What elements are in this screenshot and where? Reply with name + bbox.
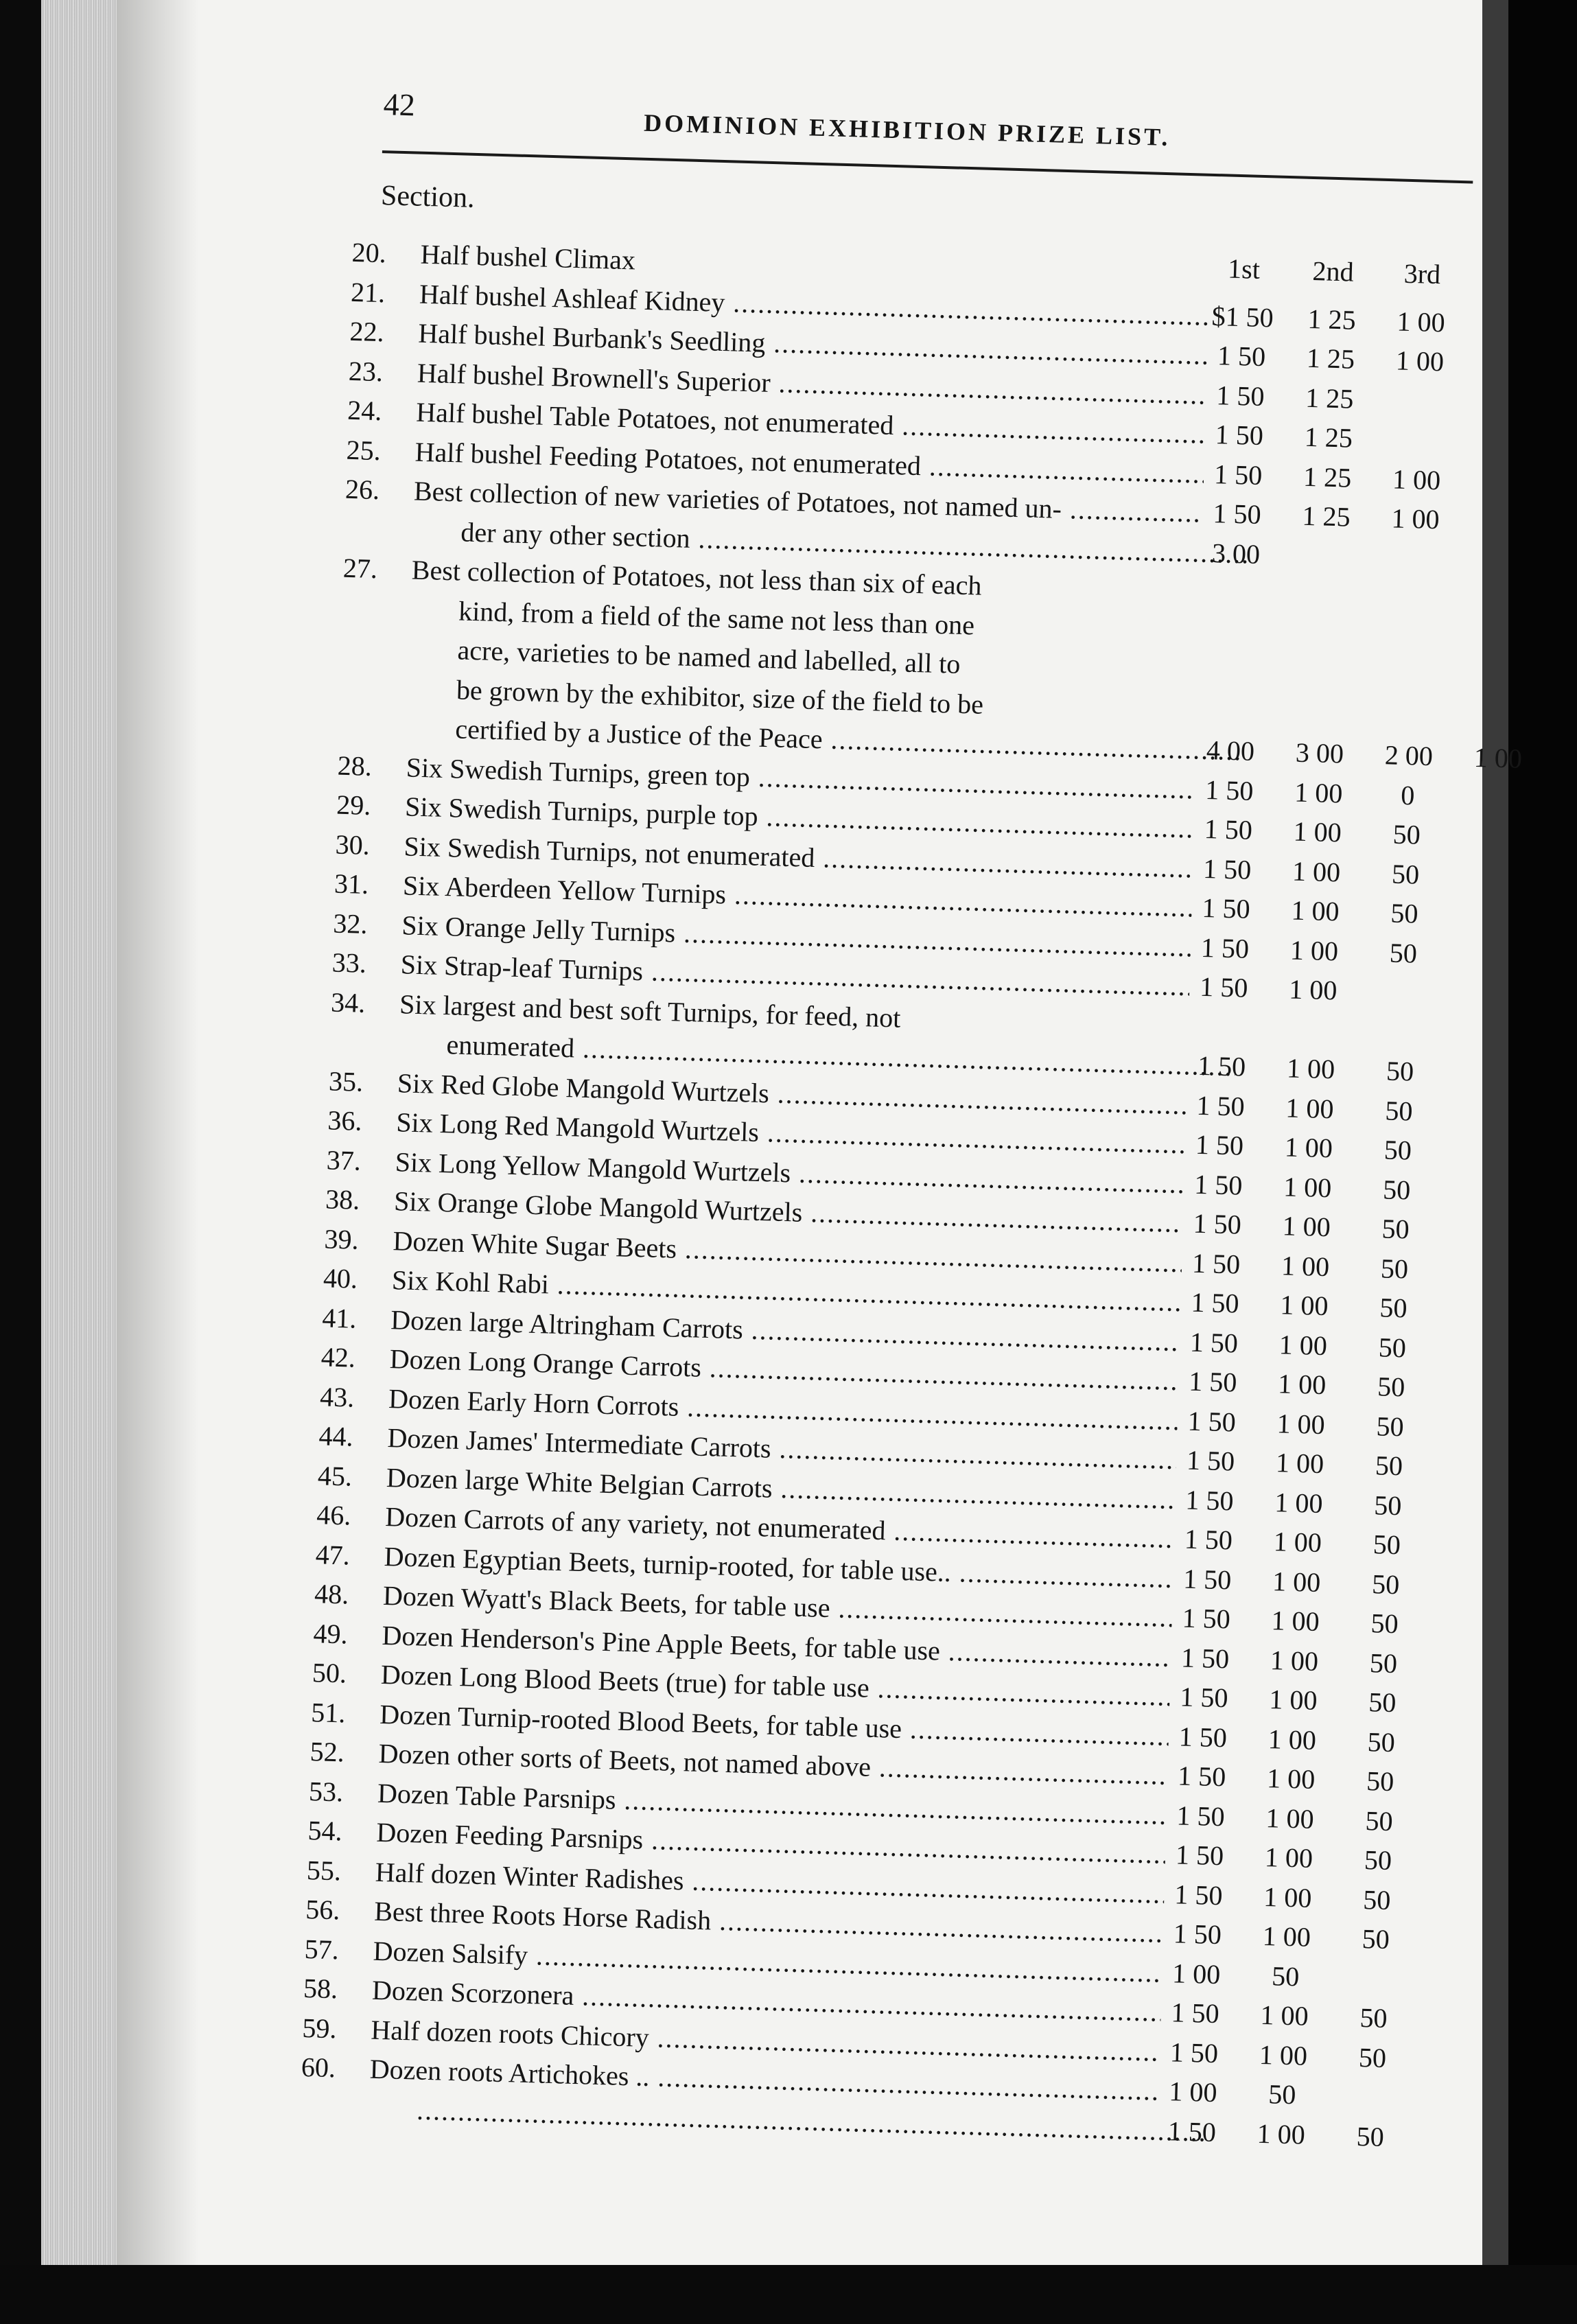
prize-amount-1: 1 50 <box>1173 1878 1224 1911</box>
prize-amount-3: 50 <box>1380 1252 1409 1284</box>
prize-amount-3: 50 <box>1359 2001 1388 2034</box>
column-header-first: 1st <box>1227 253 1261 285</box>
prize-amount-2: 1 00 <box>1275 1447 1324 1480</box>
section-number: 48. <box>314 1578 349 1610</box>
section-number: 46. <box>316 1499 352 1531</box>
section-number: 59. <box>301 2012 338 2044</box>
prize-amount-1: 1 50 <box>1191 1247 1241 1280</box>
section-number: 38. <box>325 1183 360 1216</box>
entry-description: Half dozen Winter Radishes ..... <box>375 1852 1165 1913</box>
prize-amount-1: 1 50 <box>1169 2036 1219 2069</box>
prize-amount-3: 50 <box>1364 1844 1392 1876</box>
prize-amount-3: 50 <box>1384 1094 1414 1127</box>
prize-amount-1: 1 50 <box>1175 1839 1224 1872</box>
section-number: 28. <box>337 750 373 782</box>
prize-amount-2: 1 00 <box>1292 855 1341 887</box>
section-number: 52. <box>309 1736 345 1768</box>
prize-amount-1: 1 50 <box>1182 1562 1232 1595</box>
book-cover-edge <box>1482 0 1508 2324</box>
section-number: 21. <box>350 276 386 308</box>
prize-amount-2: 1 00 <box>1288 973 1337 1006</box>
prize-amount-2: 1 00 <box>1286 1052 1335 1085</box>
prize-amount-1: 1 50 <box>1202 892 1251 925</box>
entry-description: certified by a Justice of the Peace ..... <box>455 710 1245 770</box>
prize-amount-3: 50 <box>1382 1173 1411 1205</box>
section-number: 29. <box>336 789 371 821</box>
entry-description: der any other section ..... <box>460 513 1250 573</box>
prize-amount-1: 1 50 <box>1193 1168 1243 1201</box>
prize-amount-2: 1 00 <box>1294 776 1343 809</box>
prize-amount-2: 1 25 <box>1305 382 1355 415</box>
prize-amount-1: 1 50 <box>1180 1641 1230 1674</box>
section-number: 35. <box>328 1065 364 1097</box>
prize-amount-2: 1 25 <box>1304 421 1353 454</box>
prize-amount-3: 50 <box>1377 1371 1405 1403</box>
prize-amount-1: 1 00 <box>1171 1957 1221 1990</box>
section-number: 56. <box>305 1893 340 1926</box>
prize-amount-2: 1 00 <box>1276 1407 1326 1440</box>
section-number: 55. <box>306 1854 342 1886</box>
prize-amount-2: 50 <box>1268 2078 1297 2111</box>
prize-amount-1: 1 50 <box>1167 2115 1217 2148</box>
prize-amount-3: 50 <box>1368 1686 1397 1719</box>
section-number: 30. <box>335 828 371 861</box>
entry-description: Dozen Early Horn Corrots ..... <box>388 1380 1178 1440</box>
column-header-second: 2nd <box>1311 255 1355 288</box>
section-number: 40. <box>323 1262 358 1294</box>
entry-description: Six Long Red Mangold Wurtzels ..... <box>396 1103 1186 1163</box>
entry-description: Dozen Wyatt's Black Beets, for table use ..... <box>382 1577 1172 1637</box>
entry-description: Six Aberdeen Yellow Turnips ..... <box>402 866 1192 927</box>
prize-amount-2: 1 00 <box>1283 1170 1332 1203</box>
entry-description: Best collection of new varieties of Potatoes, not named un- ..... <box>413 472 1203 533</box>
prize-amount-3: 50 <box>1372 1529 1401 1561</box>
section-number: 24. <box>347 394 382 427</box>
entry-description: Dozen large Altringham Carrots ..... <box>390 1301 1180 1361</box>
prize-amount-1: 1 50 <box>1179 1681 1229 1714</box>
entry-description: Dozen large White Belgian Carrots ..... <box>386 1459 1176 1519</box>
prize-amount-1: 1 50 <box>1197 1049 1246 1082</box>
prize-amount-3: 50 <box>1383 1134 1412 1166</box>
prize-amount-2: 1 00 <box>1266 1763 1316 1795</box>
prize-amount-2: 1 00 <box>1268 1723 1317 1756</box>
prize-amount-3: 50 <box>1378 1331 1407 1363</box>
prize-amount-2: 50 <box>1271 1960 1300 1992</box>
prize-amount-3: 50 <box>1364 1804 1394 1837</box>
section-number: 42. <box>320 1341 356 1373</box>
section-number: 47. <box>315 1538 351 1571</box>
entry-description: Half bushel Climax <box>420 238 636 276</box>
prize-amount-2: 1 00 <box>1293 815 1342 848</box>
prize-amount-2: 1 25 <box>1302 500 1351 533</box>
prize-amount-3: 1 00 <box>1395 345 1445 377</box>
entry-description: Dozen Long Blood Beets (true) for table use ..... <box>380 1655 1170 1716</box>
prize-amount-2: 1 00 <box>1265 1802 1315 1835</box>
prize-amount-1: 1 50 <box>1202 852 1252 885</box>
prize-amount-1: 1 50 <box>1204 774 1254 806</box>
prize-amount-2: 1 00 <box>1290 894 1340 927</box>
prize-amount-3: 50 <box>1379 1292 1408 1324</box>
prize-amount-3: 50 <box>1375 1450 1403 1482</box>
entry-description: Dozen Henderson's Pine Apple Beets, for table use ..... <box>382 1616 1171 1676</box>
entry-description: Six Swedish Turnips, purple top ..... <box>404 787 1194 848</box>
section-number: 50. <box>312 1657 347 1689</box>
prize-amount-1: 1 50 <box>1187 1405 1237 1438</box>
section-number: 39. <box>324 1222 360 1255</box>
prize-amount-1: 1 50 <box>1199 971 1249 1003</box>
entry-description: Half bushel Table Potatoes, not enumerated ..... <box>416 393 1206 454</box>
prize-amount-4: 1 00 <box>1473 741 1523 774</box>
prize-amount-3: 50 <box>1392 818 1421 850</box>
entry-description: Dozen Scorzonera ..... <box>371 1971 1161 2032</box>
prize-amount-1: 1 50 <box>1171 1997 1220 2030</box>
prize-amount-1: 1 50 <box>1184 1484 1235 1516</box>
prize-amount-2: 1 00 <box>1263 1881 1313 1914</box>
entry-description: Six Orange Jelly Turnips ..... <box>401 906 1191 966</box>
section-number: 44. <box>318 1420 354 1452</box>
page-title: DOMINION EXHIBITION PRIZE LIST. <box>643 108 1171 152</box>
prize-amount-1: $1 50 <box>1211 300 1274 333</box>
entry-description: Half bushel Brownell's Superior ..... <box>417 353 1206 414</box>
prize-amount-3: 1 00 <box>1390 502 1440 535</box>
section-number: 57. <box>304 1933 340 1965</box>
section-number: 58. <box>303 1972 338 2005</box>
section-number: 51. <box>310 1696 347 1728</box>
prize-amount-1: 1 50 <box>1176 1799 1226 1832</box>
prize-amount-2: 1 00 <box>1274 1486 1324 1519</box>
prize-amount-1: 1 50 <box>1215 379 1265 412</box>
section-number: 23. <box>348 355 384 387</box>
prize-amount-3: 50 <box>1356 2120 1385 2152</box>
prize-amount-2: 1 00 <box>1285 1091 1335 1124</box>
prize-amount-1: 1 50 <box>1204 813 1253 846</box>
prize-amount-2: 1 00 <box>1281 1249 1330 1282</box>
prize-amount-2: 1 25 <box>1306 342 1355 375</box>
prize-amount-2: 1 00 <box>1270 1644 1319 1677</box>
entry-description: Dozen James' Intermediate Carrots ..... <box>387 1419 1177 1479</box>
section-number: 60. <box>301 2051 336 2084</box>
prize-amount-1: 1 50 <box>1213 498 1262 531</box>
prize-amount-3: 2 00 <box>1384 739 1434 772</box>
prize-amount-2: 1 25 <box>1307 303 1357 336</box>
entry-description: Best collection of Potatoes, not less than six of each <box>411 554 983 601</box>
prize-amount-3: 50 <box>1376 1410 1405 1442</box>
entry-description: Six Kohl Rabi ..... <box>391 1261 1181 1321</box>
section-number: 49. <box>312 1617 349 1650</box>
prize-amount-3: 50 <box>1391 858 1420 890</box>
section-number: 33. <box>331 946 367 979</box>
prize-amount-2: 1 00 <box>1284 1131 1333 1164</box>
prize-amount-2: 1 00 <box>1271 1605 1320 1638</box>
prize-amount-1: 1 50 <box>1200 931 1250 964</box>
entry-description: Dozen White Sugar Beets ..... <box>393 1222 1182 1282</box>
prize-amount-1: 1 50 <box>1188 1365 1237 1398</box>
entry-description: Six Swedish Turnips, not enumerated ..... <box>404 827 1193 887</box>
entry-description: Dozen Carrots of any variety, not enumerated ..... <box>385 1498 1175 1558</box>
prize-amount-2: 1 00 <box>1277 1368 1327 1401</box>
prize-amount-2: 1 00 <box>1272 1565 1321 1598</box>
scan-background-bottom <box>0 2265 1577 2324</box>
entry-description: Dozen Salsify ..... <box>373 1931 1163 1992</box>
entry-description: Six Red Globe Mangold Wurtzels ..... <box>397 1064 1187 1124</box>
prize-amount-3: 50 <box>1389 937 1418 969</box>
prize-amount-1: 1 50 <box>1177 1760 1226 1793</box>
prize-amount-1: 1 50 <box>1193 1207 1242 1240</box>
prize-amount-1: 1 50 <box>1195 1128 1244 1161</box>
entry-description: Six Orange Globe Mangold Wurtzels ..... <box>393 1182 1183 1242</box>
prize-amount-2: 1 00 <box>1257 2117 1306 2150</box>
prize-amount-3: 50 <box>1366 1765 1394 1798</box>
prize-amount-3: 50 <box>1358 2041 1387 2073</box>
prize-amount-3: 50 <box>1371 1568 1400 1600</box>
section-number: 45. <box>317 1459 353 1492</box>
prize-amount-2: 1 25 <box>1303 461 1352 493</box>
prize-amount-2: 1 00 <box>1259 2038 1308 2071</box>
prize-amount-2: 1 00 <box>1279 1289 1329 1322</box>
section-number: 53. <box>308 1775 344 1807</box>
section-number: 43. <box>319 1380 355 1413</box>
section-number: 22. <box>349 315 385 348</box>
entry-description: Dozen Long Orange Carrots ..... <box>389 1340 1179 1400</box>
scan-background <box>1508 0 1577 2324</box>
gutter-shadow <box>117 0 199 2324</box>
entry-description: kind, from a field of the same not less than one <box>458 594 975 640</box>
prize-amount-3: 50 <box>1373 1489 1403 1521</box>
prize-amount-1: 1 50 <box>1189 1326 1239 1359</box>
prize-amount-1: 1 50 <box>1186 1444 1235 1477</box>
prize-amount-3: 50 <box>1386 1055 1414 1087</box>
page-number: 42 <box>383 86 416 123</box>
prize-amount-2: 1 00 <box>1282 1210 1331 1243</box>
prize-amount-2: 1 00 <box>1264 1841 1313 1874</box>
prize-amount-3: 0 <box>1400 779 1415 811</box>
entry-description: Half bushel Feeding Potatoes, not enumerated ..... <box>414 432 1204 493</box>
prize-amount-1: 4 00 <box>1206 734 1255 767</box>
section-number: 36. <box>327 1104 363 1137</box>
entry-description: enumerated ..... <box>446 1025 1236 1086</box>
entry-description: Six largest and best soft Turnips, for feed, not <box>399 988 901 1034</box>
prize-amount-2: 1 00 <box>1268 1684 1318 1716</box>
prize-amount-3: 1 00 <box>1396 305 1446 338</box>
entry-description: Six Long Yellow Mangold Wurtzels ..... <box>395 1143 1184 1203</box>
prize-amount-1: 1 50 <box>1182 1602 1231 1635</box>
entry-description: acre, varieties to be named and labelled, all to <box>457 634 961 679</box>
entry-description: Dozen Table Parsnips ..... <box>377 1774 1167 1834</box>
column-header-third: 3rd <box>1403 257 1441 290</box>
entry-description: Six Swedish Turnips, green top ..... <box>406 748 1195 809</box>
prize-amount-3: 50 <box>1362 1922 1390 1955</box>
section-number: 54. <box>307 1815 343 1847</box>
prize-amount-1: 1 50 <box>1195 1089 1246 1122</box>
entry-description: Dozen Egyptian Beets, turnip-rooted, for table use.. ..... <box>384 1537 1173 1597</box>
section-number: 32. <box>332 907 369 940</box>
prize-amount-1: 1 50 <box>1190 1286 1240 1319</box>
prize-amount-3: 50 <box>1390 897 1419 929</box>
prize-amount-1: 1 50 <box>1173 1918 1222 1951</box>
prize-amount-3: 50 <box>1370 1607 1399 1640</box>
entry-description: Half bushel Burbank's Seedling ..... <box>418 314 1208 375</box>
prize-amount-3: 50 <box>1362 1883 1391 1916</box>
prize-amount-1: 1 50 <box>1217 340 1266 373</box>
entry-description: Dozen other sorts of Beets, not named above ..... <box>378 1734 1168 1795</box>
entry-description: Dozen roots Artichokes .. ..... <box>369 2050 1159 2111</box>
entry-description: Dozen Feeding Parsnips ..... <box>376 1813 1166 1874</box>
section-number: 27. <box>342 552 378 585</box>
prize-amount-2: 1 00 <box>1273 1526 1322 1559</box>
section-number: 26. <box>344 473 380 506</box>
prize-amount-1: 3 00 <box>1211 537 1261 570</box>
section-number: 31. <box>334 868 369 900</box>
page-content <box>299 75 1523 2207</box>
prize-amount-1: 1 50 <box>1215 419 1264 452</box>
prize-amount-1: 1 00 <box>1168 2076 1218 2108</box>
entry-description: be grown by the exhibitor, size of the field to be <box>456 673 984 720</box>
prize-amount-2: 1 00 <box>1259 1999 1309 2032</box>
entry-description: Half dozen roots Chicory ..... <box>371 2010 1160 2071</box>
prize-amount-3: 50 <box>1381 1213 1410 1245</box>
prize-amount-1: 1 50 <box>1178 1720 1228 1753</box>
section-number: 25. <box>346 434 382 466</box>
prize-amount-3: 1 00 <box>1392 463 1441 496</box>
entry-description: Half bushel Ashleaf Kidney ..... <box>419 275 1208 335</box>
prize-amount-1: 1 50 <box>1213 458 1263 491</box>
prize-amount-2: 1 00 <box>1289 933 1339 966</box>
section-number: 34. <box>330 986 366 1019</box>
prize-amount-3: 50 <box>1369 1647 1398 1679</box>
prize-amount-3: 50 <box>1367 1725 1396 1758</box>
section-number: 37. <box>326 1143 362 1176</box>
header-rule <box>382 150 1473 183</box>
prize-amount-2: 1 00 <box>1262 1920 1311 1953</box>
section-number: 20. <box>351 236 387 269</box>
section-number: 41. <box>321 1301 358 1334</box>
entry-description: Six Strap-leaf Turnips ..... <box>400 945 1190 1006</box>
entry-description: Dozen Turnip-rooted Blood Beets, for table use ..... <box>379 1695 1169 1755</box>
prize-amount-2: 1 00 <box>1278 1328 1328 1361</box>
entry-description: Best three Roots Horse Radish ..... <box>374 1892 1164 1953</box>
prize-amount-1: 1 50 <box>1184 1523 1233 1556</box>
section-label: Section. <box>380 180 476 214</box>
prize-amount-2: 3 00 <box>1295 736 1344 769</box>
